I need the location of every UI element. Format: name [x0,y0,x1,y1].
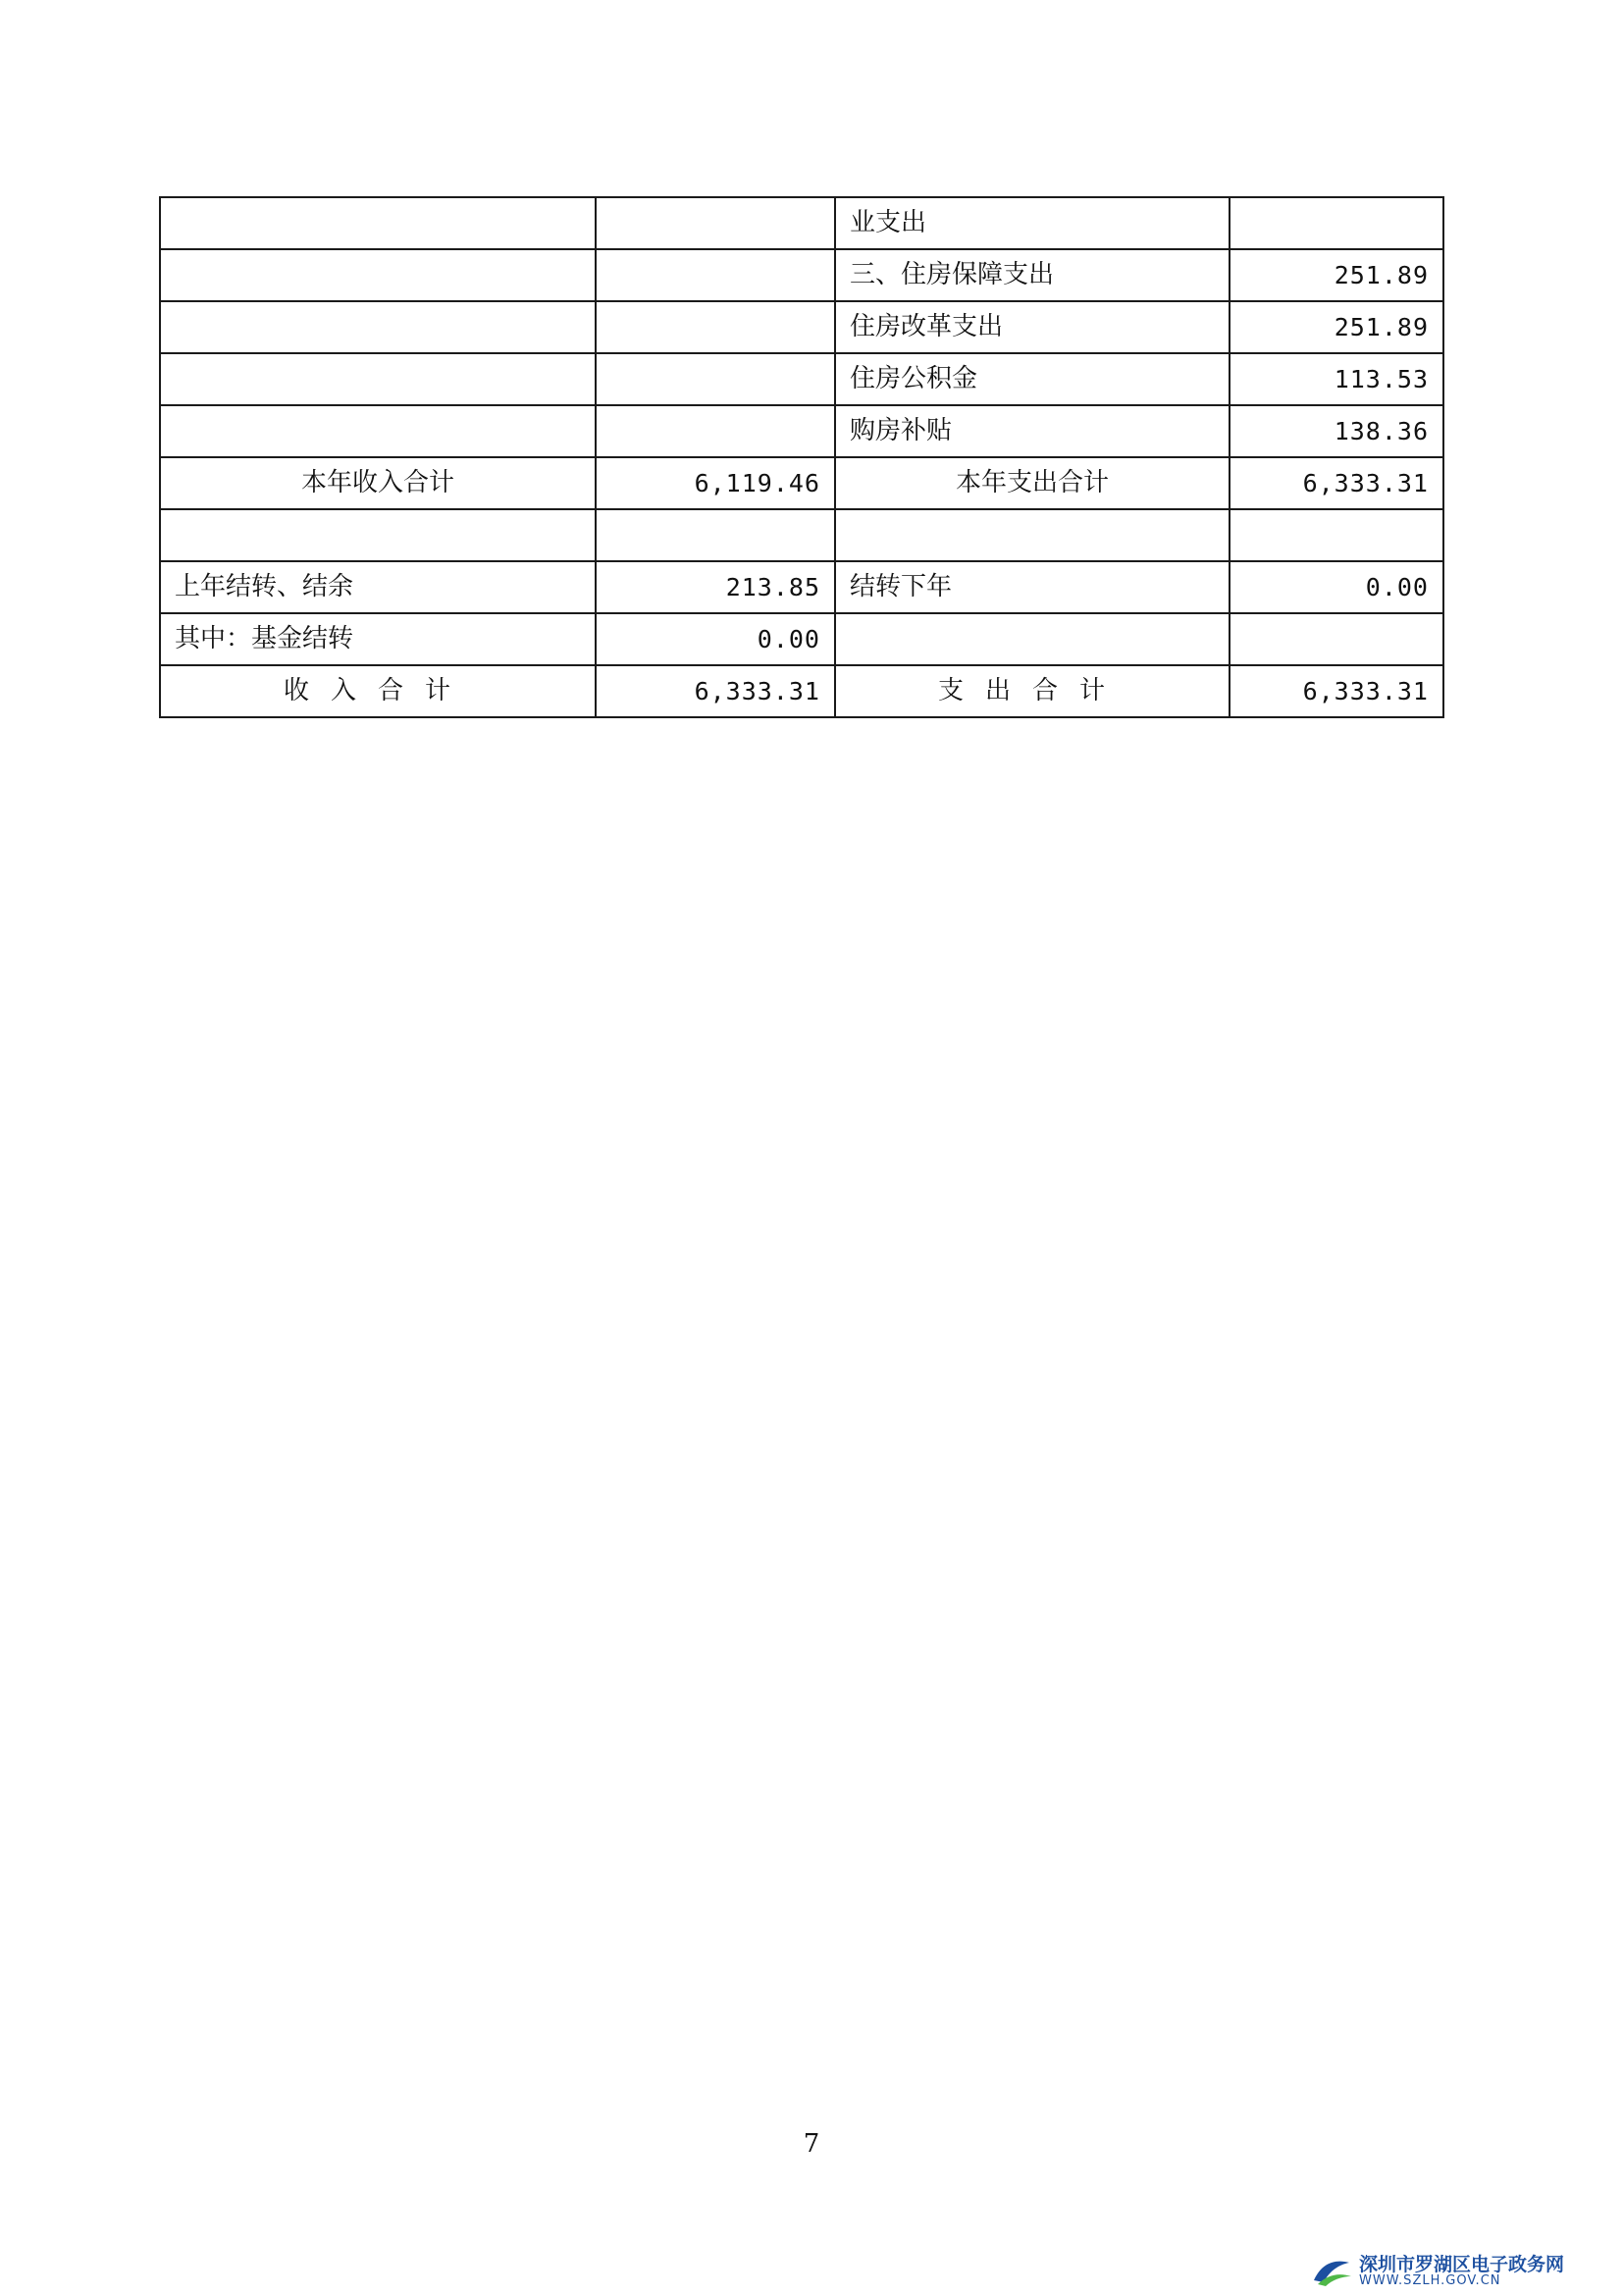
expense-value-cell: 251.89 [1230,249,1443,301]
expense-value-cell [1230,613,1443,665]
table-row [160,353,1443,405]
income-value-cell: 6,333.31 [596,665,835,717]
income-value-cell [596,509,835,561]
income-value-cell: 6,119.46 [596,457,835,509]
expense-label-cell: 购房补贴 [835,405,1230,457]
table-row [160,301,1443,353]
income-label-cell [160,405,596,457]
income-value-cell [596,249,835,301]
table-row [160,561,1443,613]
table-row [160,405,1443,457]
table-row [160,457,1443,509]
income-value-cell [596,353,835,405]
income-label-cell: 上年结转、结余 [160,561,596,613]
expense-value-cell [1230,509,1443,561]
expense-label-cell [835,509,1230,561]
expense-label-cell: 本年支出合计 [835,457,1230,509]
site-watermark [1310,2255,1564,2288]
income-label-cell [160,353,596,405]
table-row [160,249,1443,301]
expense-label-cell: 业支出 [835,197,1230,249]
page-number: 7 [803,2129,820,2159]
income-label-cell: 本年收入合计 [160,457,596,509]
expense-label-cell [835,613,1230,665]
watermark-name: 深圳市罗湖区电子政务网 [1358,2254,1564,2275]
income-label-cell [160,509,596,561]
expense-label-cell: 住房公积金 [835,353,1230,405]
income-total-label-cell: 收入合计 [160,665,596,717]
income-label-cell [160,301,596,353]
watermark-url: WWW.SZLH.GOV.CN [1358,2273,1501,2288]
expense-value-cell: 138.36 [1230,405,1443,457]
income-value-cell: 213.85 [596,561,835,613]
table-row [160,613,1443,665]
table-row [160,665,1443,717]
expense-label-cell: 三、住房保障支出 [835,249,1230,301]
income-value-cell [596,405,835,457]
income-value-cell [596,301,835,353]
income-label-cell [160,249,596,301]
income-label-cell [160,197,596,249]
szlh-logo-icon [1310,2255,1353,2288]
expense-value-cell [1230,197,1443,249]
income-value-cell: 0.00 [596,613,835,665]
expense-total-label-cell: 支出合计 [835,665,1230,717]
income-label-cell: 其中：基金结转 [160,613,596,665]
budget-table [159,196,1444,718]
expense-value-cell: 251.89 [1230,301,1443,353]
expense-value-cell: 6,333.31 [1230,457,1443,509]
expense-label-cell: 住房改革支出 [835,301,1230,353]
expense-value-cell: 6,333.31 [1230,665,1443,717]
income-value-cell [596,197,835,249]
table-row [160,197,1443,249]
expense-value-cell: 113.53 [1230,353,1443,405]
table-row [160,509,1443,561]
expense-label-cell: 结转下年 [835,561,1230,613]
expense-value-cell: 0.00 [1230,561,1443,613]
